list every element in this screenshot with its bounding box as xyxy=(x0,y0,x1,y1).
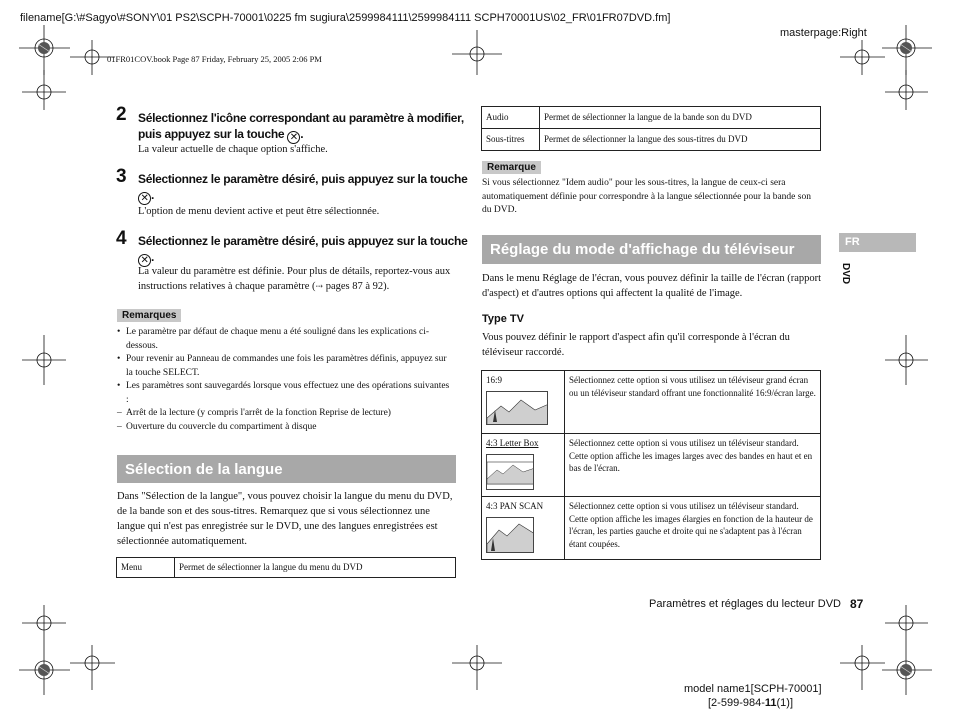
part-code-post: (1)] xyxy=(776,697,794,709)
letterbox-tv-illustration xyxy=(486,454,534,490)
section-title-langue: Sélection de la langue xyxy=(117,455,456,483)
table-key: 4:3 Letter Box xyxy=(486,438,539,448)
step-3-heading-text: Sélectionnez le paramètre désiré, puis appuyez sur la touche xyxy=(138,172,468,186)
langue-table-part2 xyxy=(481,106,821,151)
step-4-body-text: La valeur du paramètre est définie. Pour plus de détails, reportez-vous aux instructions relatives à chaque paramètre ( xyxy=(138,266,451,292)
step-2-number: 2 xyxy=(116,104,127,125)
page-number: 87 xyxy=(850,597,864,611)
table-value: Permet de sélectionner la langue des sous-titres du DVD xyxy=(540,129,821,151)
table-key: Menu xyxy=(117,558,175,578)
table-row xyxy=(482,107,821,129)
remarks-tag: Remarques xyxy=(117,309,181,322)
step-4-number: 4 xyxy=(116,228,127,249)
cross-button-icon: ✕ xyxy=(138,254,151,267)
step-4-page-ref: pages 87 à 92). xyxy=(325,281,390,292)
table-value: Sélectionnez cette option si vous utilisez un téléviseur grand écran ou un téléviseur standard offrant une fonctionnalité 16:9/écran large. xyxy=(565,371,821,434)
remark-subitem: – Ouverture du couvercle du compartiment à disque xyxy=(117,421,452,435)
cross-button-icon: ✕ xyxy=(287,131,300,144)
table-key-cell xyxy=(482,434,565,497)
table-key: Audio xyxy=(482,107,540,129)
filename-header: filename[G:\#Sagyo\#SONY\01 PS2\SCPH-70001\0225 fm sugiura\2599984111\2599984111 SCPH70001US\02_FR\01FR07DVD.fm] xyxy=(20,12,671,24)
part-code xyxy=(708,697,793,709)
remark-subitem: – Arrêt de la lecture (y compris l'arrêt de la fonction Reprise de lecture) xyxy=(117,407,452,421)
model-name: model name1[SCPH-70001] xyxy=(684,683,822,695)
remarks-list xyxy=(117,326,452,434)
panscan-tv-illustration xyxy=(486,517,534,553)
remark-item: • Pour revenir au Panneau de commandes une fois les paramètres définis, appuyez sur la touche SELECT. xyxy=(117,353,452,380)
remark-tag-right: Remarque xyxy=(482,161,541,174)
table-key: 4:3 PAN SCAN xyxy=(486,501,544,511)
langue-table-part1 xyxy=(116,557,456,578)
step-3-number: 3 xyxy=(116,166,127,187)
table-value: Sélectionnez cette option si vous utilisez un téléviseur standard. Cette option affiche les images élargies en fonction de la hauteur de l'écran, les parties gauche et droite qui ne s'adaptent pas à l'écran étant coupées. xyxy=(565,497,821,560)
step-4-heading: Sélectionnez le paramètre désiré, puis appuyez sur la touche ✕ . xyxy=(138,234,468,266)
section-title-affichage: Réglage du mode d'affichage du téléviseur xyxy=(482,235,821,264)
table-key-cell xyxy=(482,497,565,560)
step-2-heading-text: Sélectionnez l'icône correspondant au paramètre à modifier, puis appuyez sur la touche xyxy=(138,111,464,141)
cross-button-icon: ✕ xyxy=(138,192,151,205)
table-key-cell xyxy=(482,371,565,434)
step-4-heading-text: Sélectionnez le paramètre désiré, puis appuyez sur la touche xyxy=(138,234,468,248)
masterpage-label: masterpage:Right xyxy=(780,27,867,39)
table-row xyxy=(117,558,456,578)
footer-title: Paramètres et réglages du lecteur DVD xyxy=(649,598,841,610)
table-value: Sélectionnez cette option si vous utilisez un téléviseur standard. Cette option affiche les images larges avec des bandes en haut et en bas de l'écran. xyxy=(565,434,821,497)
table-row xyxy=(482,129,821,151)
step-3-heading: Sélectionnez le paramètre désiré, puis appuyez sur la touche ✕ . xyxy=(138,172,468,204)
table-row xyxy=(482,497,821,560)
remark-right-text: Si vous sélectionnez "Idem audio" pour les sous-titres, la langue de ceux-ci sera automatiquement définie pour correspondre à la langue sélectionnée pour la bande son du DVD. xyxy=(482,178,811,215)
table-value: Permet de sélectionner la langue de la bande son du DVD xyxy=(540,107,821,129)
language-tab: FR xyxy=(839,233,916,252)
part-code-bold: 11 xyxy=(764,697,777,709)
table-key: 16:9 xyxy=(486,375,503,385)
type-tv-paragraph: Vous pouvez définir le rapport d'aspect afin qu'il corresponde à l'écran du téléviseur raccordé. xyxy=(482,332,790,358)
step-2-heading: Sélectionnez l'icône correspondant au paramètre à modifier, puis appuyez sur la touche ✕ . xyxy=(138,111,464,143)
chapter-label: DVD xyxy=(840,263,851,285)
table-row xyxy=(482,434,821,497)
step-3-body: L'option de menu devient active et peut être sélectionnée. xyxy=(138,206,380,217)
type-tv-subheading: Type TV xyxy=(482,313,524,325)
part-code-pre: [2-599-984- xyxy=(708,697,765,709)
affichage-paragraph: Dans le menu Réglage de l'écran, vous pouvez définir la taille de l'écran (rapport d'aspect) et d'autres options qui affectent la qualité de l'image. xyxy=(482,273,822,299)
remark-item: • Les paramètres sont sauvegardés lorsque vous effectuez une des opérations suivantes : xyxy=(117,380,452,407)
step-2-body: La valeur actuelle de chaque option s'affiche. xyxy=(138,144,328,155)
remark-item: • Le paramètre par défaut de chaque menu a été souligné dans les explications ci-dessous. xyxy=(117,326,452,353)
langue-paragraph: Dans "Sélection de la langue", vous pouvez choisir la langue du menu du DVD, de la bande son et des sous-titres. Remarquez que si vous sélectionnez une langue qui n'est pas enregistrée sur le DVD, une des langues enregistrées est sélectionnée automatiquement. xyxy=(117,491,453,547)
step-4-body xyxy=(138,264,458,294)
table-value: Permet de sélectionner la langue du menu du DVD xyxy=(175,558,456,578)
widescreen-tv-illustration xyxy=(486,391,548,425)
table-row xyxy=(482,371,821,434)
table-key: Sous-titres xyxy=(482,129,540,151)
tv-type-table xyxy=(481,370,821,560)
page-ref-arrow-icon: ⇢ xyxy=(315,281,324,291)
book-info: 01FR01COV.book Page 87 Friday, February 25, 2005 2:06 PM xyxy=(107,54,322,64)
